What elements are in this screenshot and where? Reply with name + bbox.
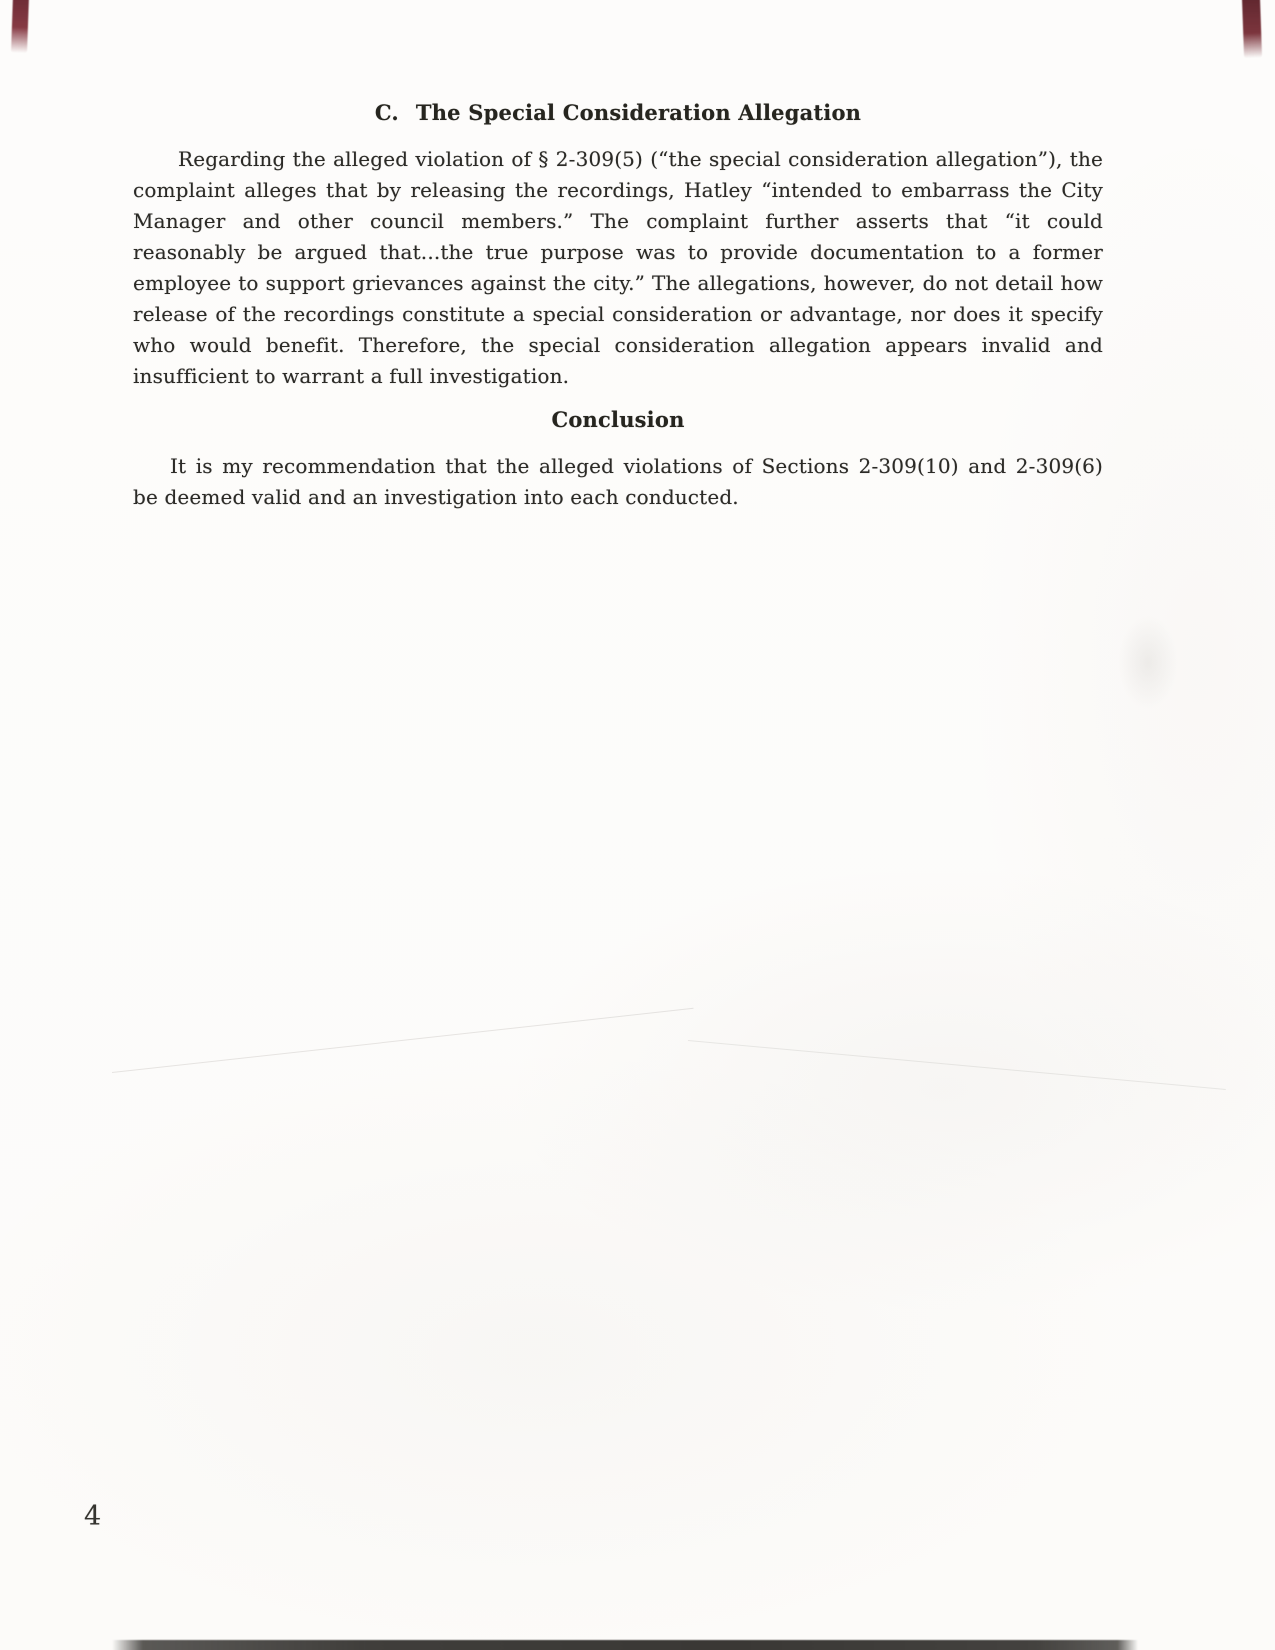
text-line: release of the recordings constitute a special consideration or advantage, nor does it specify xyxy=(133,302,1103,326)
text-line: insufficient to warrant a full investigation. xyxy=(133,364,570,388)
scan-artifact-top-right xyxy=(1242,0,1262,58)
scan-artifact-top-left xyxy=(11,0,29,53)
document-content xyxy=(133,0,1103,1650)
special-consideration-paragraph xyxy=(133,144,1103,392)
text-line: Regarding the alleged violation of § 2-309(5) (“the special consideration allegation”), the xyxy=(178,147,1103,171)
conclusion-heading: Conclusion xyxy=(551,407,685,432)
text-line: It is my recommendation that the alleged violations of Sections 2-309(10) and 2-309(6) xyxy=(170,454,1103,478)
page-number: 4 xyxy=(84,1501,102,1532)
text-line: who would benefit. Therefore, the special consideration allegation appears invalid and xyxy=(133,333,1103,357)
text-line: be deemed valid and an investigation into each conducted. xyxy=(133,485,739,509)
text-line: reasonably be argued that...the true purpose was to provide documentation to a former xyxy=(133,240,1103,264)
section-label: C. xyxy=(374,100,399,125)
section-title: The Special Consideration Allegation xyxy=(415,100,862,125)
text-line: complaint alleges that by releasing the recordings, Hatley “intended to embarrass the City xyxy=(133,178,1103,202)
scan-smudge xyxy=(1118,615,1178,710)
section-heading xyxy=(133,100,1103,125)
text-line: Manager and other council members.” The complaint further asserts that “it could xyxy=(133,209,1103,233)
conclusion-paragraph xyxy=(133,451,1103,513)
text-line: employee to support grievances against the city.” The allegations, however, do not detail how xyxy=(133,271,1103,295)
